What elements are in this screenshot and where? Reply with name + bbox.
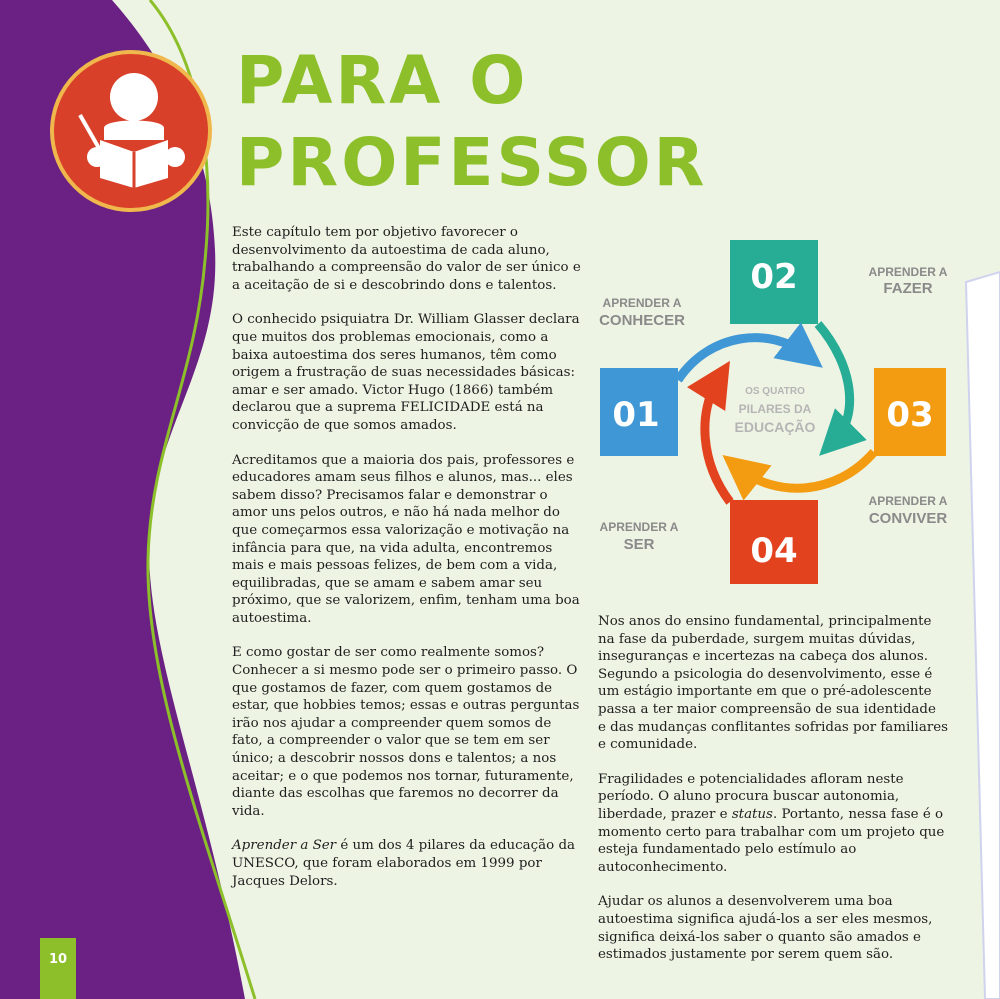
arrow-teal [818,324,850,440]
arrow-red [705,380,730,502]
paragraph [232,837,584,890]
four-pillars-diagram [590,232,962,592]
pillar-number-02: 02 [750,257,798,297]
pillar-number-04: 04 [750,531,798,571]
diagram-center-line-2: PILARES DA [738,402,812,416]
pillar-label-02-top: APRENDER A [868,265,948,279]
paragraph: Ajudar os alunos a desenvolverem uma boa autoestima significa ajudá-los a ser eles mesmos, significa deixá-los saber o quanto são amados e estimados justamente por serem quem são. [598,894,933,963]
title-line-2: PROFESSOR [236,124,708,201]
pillar-label-03-bottom: CONVIVER [868,510,948,527]
title-line-1: PARA O [236,42,529,119]
pillar-number-03: 03 [886,395,934,435]
paragraph-part: Fragilidades e potencialidades afloram neste período. O aluno procura buscar autonomia, liberdade, prazer e [598,771,904,822]
pillar-label-01-bottom: CONHECER [599,312,685,329]
white-page-edge [966,272,1000,999]
paragraph [598,771,948,877]
teacher-reading-book-icon [50,50,212,212]
paragraph: O conhecido psiquiatra Dr. William Glasser declara que muitos dos problemas emocionais, como a baixa autoestima dos seres humanos, têm como origem a frustração de suas necessidades básicas: amar e ser amado. Victor Hugo (1866) também declarou que a suprema FELICIDADE está na convicção de que somos amados. [232,312,580,433]
paragraph-rest: é um dos 4 pilares da educação da UNESCO, que foram elaborados em 1999 por Jacques Delors. [232,838,575,889]
italic-term: Aprender a Ser [232,838,337,854]
arrow-blue [678,338,805,380]
diagram-center-line-3: EDUCAÇÃO [734,419,816,435]
paragraph-part: . Portanto, nessa fase é o momento certo para trabalhar com um projeto que esteja fundamentado pelo estímulo ao autoconhecimento. [598,806,945,875]
page-title [236,40,708,204]
page-number: 10 [40,938,76,999]
pillar-label-02-bottom: FAZER [883,280,933,297]
arrow-orange [740,452,874,488]
pillar-label-01-top: APRENDER A [602,296,682,310]
pillar-label-04-bottom: SER [623,536,655,553]
pillar-label-04-top: APRENDER A [599,520,679,534]
paragraph: E como gostar de ser como realmente somos? Conhecer a si mesmo pode ser o primeiro passo. O que gostamos de fazer, com quem gostamos de estar, que hobbies temos; essas e outras perguntas irão nos ajudar a compreender quem somos de fato, a compreender o valor que se tem em ser único; a descobrir nossos dons e talentos; a nos aceitar; e o que podemos nos tornar, futuramente, diante das escolhas que faremos no decorrer da vida. [232,645,580,819]
paragraph: Nos anos do ensino fundamental, principalmente na fase da puberdade, surgem muitas dúvidas, inseguranças e incertezas na cabeça dos alunos. Segundo a psicologia do desenvolvimento, esse é um estágio importante em que o pré-adolescente passa a ter maior compreensão de sua identidade e das mudanças conflitantes sofridas por familiares e comunidade. [598,614,949,753]
pillar-label-03-top: APRENDER A [868,494,948,508]
italic-term: status [731,806,773,822]
paragraph: Este capítulo tem por objetivo favorecer o desenvolvimento da autoestima de cada aluno, trabalhando a compreensão do valor de ser único e a aceitação de si e descobrindo dons e talentos. [232,225,581,293]
right-text-column [598,613,948,981]
diagram-center-line-1: OS QUATRO [745,386,805,397]
pillar-number-01: 01 [612,395,660,435]
left-text-column [232,224,584,907]
paragraph: Acreditamos que a maioria dos pais, professores e educadores amam seus filhos e alunos, mas... eles sabem disso? Precisamos falar e demonstrar o amor uns pelos outros, e não há nada melhor do que começarmos essa valorização e motivação na infância para que, na vida adulta, encontremos mais e mais pessoas felizes, de bem com a vida, equilibradas, que se amam e sabem amar seu próximo, que se valorizem, enfim, tenham uma boa autoestima. [232,452,580,626]
